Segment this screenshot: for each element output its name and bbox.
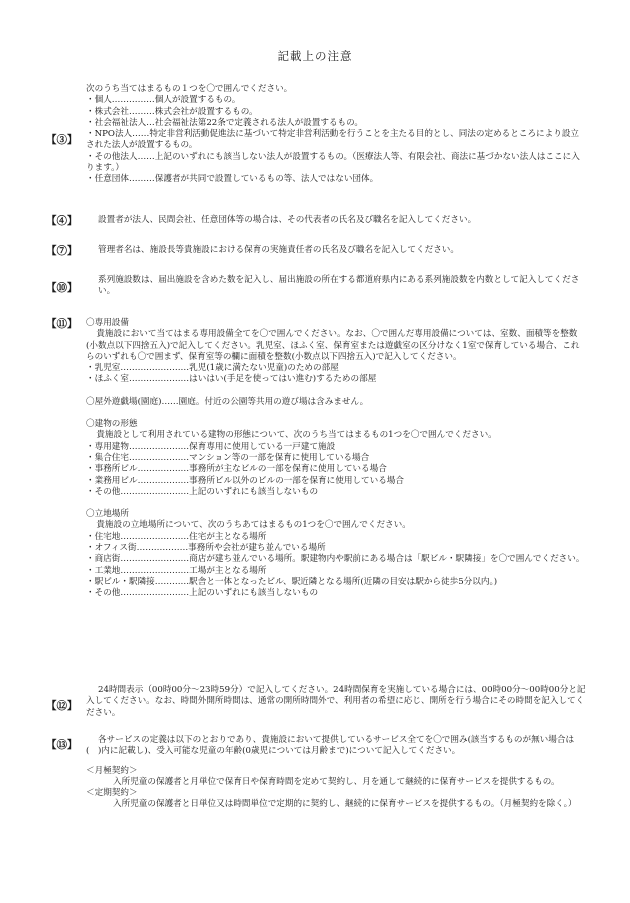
building-body: 貴施設として利用されている建物の形態について、次のうち当てはまるもの1つを〇で囲んでください。 xyxy=(96,430,497,441)
section-10-text: 系列施設数は、届出施設を含めた数を記入し、届出施設の所在する都道府県内にある系列施設数を内数として記入してください。 xyxy=(98,275,580,297)
section-13-text: 各サービスの定義は以下のとおりであり、貴施設において提供しているサービス全てを〇で囲み(該当するものが無い場合は( )内に記載し)、受入可能な児童の年齢(0歳児については月齢まで)について記入してください。 xyxy=(86,735,575,757)
building-item: ・事務所ビル………………事務所が主なビルの一部を保育に使用している場合 xyxy=(86,464,387,475)
location-item: ・商店街……………………商店が建ち並んでいる場所。駅建物内や駅前にある場合は「駅ビル・駅隣接」を〇で囲んでください。 xyxy=(86,554,585,565)
section-13-body xyxy=(86,735,586,811)
building-item: ・集合住宅…………………マンション等の一部を保育に使用している場合 xyxy=(86,452,370,463)
location-item: ・駅ビル・駅隣接…………駅舎と一体となったビル、駅近隣となる場所(近隣の目安は駅から徒歩5分以内。) xyxy=(86,576,498,587)
section-3-line: ・社会福祉法人…社会福祉法第22条で定義される法人が設置するもの。 xyxy=(86,117,363,128)
section-marker-4: 【④】 xyxy=(46,215,78,227)
section-marker-10: 【⑩】 xyxy=(46,282,78,294)
section-3-line: ・株式会社………株式会社が設置するもの。 xyxy=(86,106,258,117)
fixed-contract-heading: ＜定期契約＞ xyxy=(86,788,138,799)
section-10-body xyxy=(86,275,586,298)
monthly-contract-body: 入所児童の保護者と月単位で保育日や保育時間を定めて契約し、月を通して継続的に保育サービスを提供するもの。 xyxy=(113,776,560,787)
section-marker-3: 【③】 xyxy=(46,134,78,146)
building-item: ・その他……………………上記のいずれにも該当しないもの xyxy=(86,486,319,497)
equipment-body: 貴施設において当てはまる専用設備全てを〇で囲んでください。なお、〇で囲んだ専用設備については、室数、面積等を整数(小数点以下四捨五入)で記入してください。乳児室、ほふく室、保育室または遊戯室の区分けなく1室で保育している場合、これらのいずれも〇で囲まず、保育室等の欄に面積を整数(小数点以下四捨五入)で記入してください。 xyxy=(86,329,580,362)
section-4-body xyxy=(86,215,586,226)
section-marker-13: 【⑬】 xyxy=(46,739,78,751)
section-marker-12: 【⑫】 xyxy=(46,700,78,712)
section-11-body xyxy=(86,318,586,600)
section-3-line: ・その他法人……上記のいずれにも該当しない法人が設置するもの。（医療法人等、有限会社、商法に基づかない法人はここに入ります。） xyxy=(86,151,580,174)
section-marker-11: 【⑪】 xyxy=(46,318,78,330)
location-heading: 〇立地場所 xyxy=(86,509,129,520)
equipment-heading: 〇専用設備 xyxy=(86,318,129,328)
section-7-body xyxy=(86,245,586,256)
location-body: 貴施設の立地場所について、次のうちあてはまるもの1つを〇で囲んでください。 xyxy=(96,520,411,531)
location-item: ・その他……………………上記のいずれにも該当しないもの xyxy=(86,588,319,599)
section-3-body xyxy=(86,84,586,186)
section-3-line: ・個人……………個人が設置するもの。 xyxy=(86,95,241,106)
fixed-contract-body: 入所児童の保護者と日単位又は時間単位で定期的に契約し、継続的に保育サービスを提供するもの。（月極契約を除く。） xyxy=(113,799,577,810)
equipment-item: ・ほふく室…………………はいはい(手足を使ってはい進む)するための部屋 xyxy=(86,374,377,385)
building-item: ・専用建物…………………保育専用に使用している一戸建て施設 xyxy=(86,441,336,452)
playground-text: 〇屋外遊戯場(園庭)……園庭。付近の公園等共用の遊び場は含みません。 xyxy=(86,396,369,407)
section-4-text: 設置者が法人、民間会社、任意団体等の場合は、その代表者の氏名及び職名を記入してください。 xyxy=(98,215,477,225)
location-item: ・工業地……………………工場が主となる場所 xyxy=(86,565,267,576)
location-item: ・オフィス街………………事務所や会社が建ち並んでいる場所 xyxy=(86,543,326,554)
location-item: ・住宅地……………………住宅が主となる場所 xyxy=(86,531,267,542)
section-3-line: ・NPO法人……特定非営利活動促進法に基づいて特定非営利活動を行うことを主たる目的とし、同法の定めるところにより設立された法人が設置するもの。 xyxy=(86,129,580,151)
building-heading: 〇建物の形態 xyxy=(86,419,138,430)
section-3-line: 次のうち当てはまるもの１つを〇で囲んでください。 xyxy=(86,84,293,94)
section-marker-7: 【⑦】 xyxy=(46,245,78,257)
section-7-text: 管理者名は、施設長等貴施設における保育の実施責任者の氏名及び職名を記入してください。 xyxy=(98,245,459,255)
equipment-item: ・乳児室……………………乳児(1歳に満たない児童)のための部屋 xyxy=(86,363,339,374)
building-item: ・業務用ビル………………事務所ビル以外のビルの一部を保育に使用している場合 xyxy=(86,475,404,486)
section-3-line: ・任意団体………保護者が共同で設置しているもの等、法人ではない団体。 xyxy=(86,174,379,185)
monthly-contract-heading: ＜月極契約＞ xyxy=(86,765,138,776)
section-12-body xyxy=(86,685,586,719)
section-12-text: 24時間表示（00時00分～23時59分）で記入してください。24時間保育を実施している場合には、00時00分～00時00分と記入してください。なお、時間外開所時間は、通常の開所時間外で、利用者の希望に応じ、開所を行う場合にその時間を記入してください。 xyxy=(86,685,586,718)
page-title: 記載上の注意 xyxy=(277,49,353,63)
